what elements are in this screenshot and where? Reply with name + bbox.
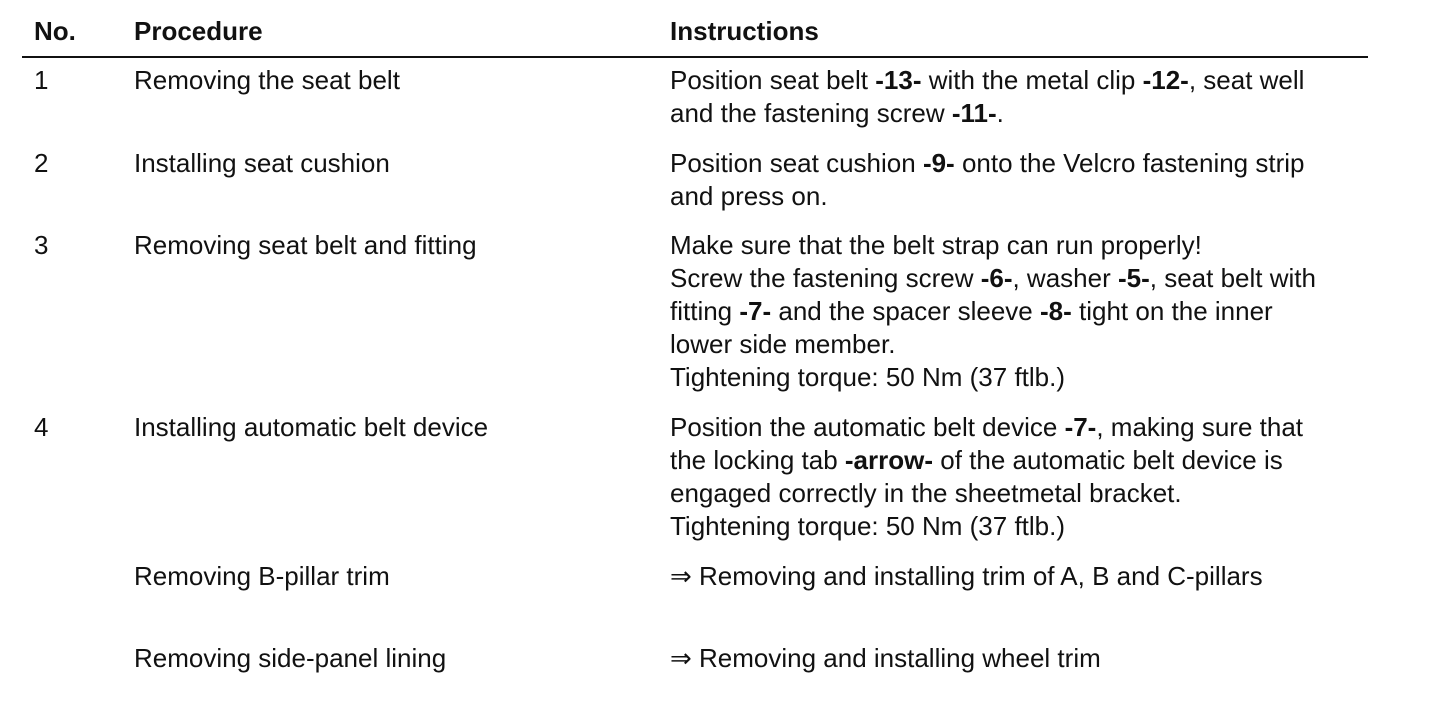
row-number: 4 <box>34 412 49 442</box>
table-header <box>0 16 1440 50</box>
instruction-line <box>670 361 1370 394</box>
instruction-line <box>670 295 1370 328</box>
instruction-text: , washer <box>1012 263 1118 293</box>
instruction-line <box>670 328 1370 361</box>
part-reference: -5- <box>1117 263 1150 293</box>
instruction-line <box>670 229 1370 262</box>
instruction-text: and press on. <box>670 181 828 211</box>
instruction-text: engaged correctly in the sheetmetal bracket. <box>670 478 1182 508</box>
instruction-text: , seat belt with <box>1149 263 1316 293</box>
instruction-text: the locking tab <box>670 445 845 475</box>
header-instructions: Instructions <box>670 16 819 46</box>
row-instructions <box>670 642 1370 675</box>
header-rule <box>22 56 1368 58</box>
row-number: 2 <box>34 148 49 178</box>
row-procedure: Removing the seat belt <box>134 65 400 95</box>
row-number: 1 <box>34 65 49 95</box>
instruction-text: with the metal clip <box>921 65 1143 95</box>
instruction-text: Position seat cushion <box>670 148 923 178</box>
row-procedure: Removing side-panel lining <box>134 643 447 673</box>
instruction-text: lower side member. <box>670 329 896 359</box>
part-reference: -9- <box>922 148 955 178</box>
part-reference: -8- <box>1040 296 1072 326</box>
instruction-text: Position the automatic belt device <box>670 412 1065 442</box>
instruction-line <box>670 97 1370 130</box>
instruction-line <box>670 444 1370 477</box>
row-instructions <box>670 411 1370 543</box>
instruction-line <box>670 64 1370 97</box>
instruction-text: of the automatic belt device is <box>933 445 1283 475</box>
row-instructions <box>670 147 1370 213</box>
instruction-text: and the fastening screw <box>670 98 952 128</box>
part-reference: -11- <box>951 98 997 128</box>
instruction-text: Make sure that the belt strap can run properly! <box>670 230 1202 260</box>
row-procedure: Removing B-pillar trim <box>134 561 390 591</box>
header-no: No. <box>34 16 76 46</box>
instruction-line <box>670 147 1370 180</box>
instruction-text: , making sure that <box>1096 412 1303 442</box>
instruction-line <box>670 411 1370 444</box>
instruction-text: Screw the fastening screw <box>670 263 981 293</box>
instruction-text: Tightening torque: 50 Nm (37 ftlb.) <box>670 511 1066 541</box>
instruction-text: and the spacer sleeve <box>771 296 1040 326</box>
row-instructions <box>670 229 1370 394</box>
row-procedure: Installing seat cushion <box>134 148 390 178</box>
header-procedure: Procedure <box>134 16 263 46</box>
instruction-text: , seat well <box>1188 65 1305 95</box>
row-procedure: Removing seat belt and fitting <box>134 230 477 260</box>
instruction-text: . <box>996 98 1004 128</box>
instruction-text: onto the Velcro fastening strip <box>954 148 1305 178</box>
instruction-text: Position seat belt <box>670 65 876 95</box>
row-procedure: Installing automatic belt device <box>134 412 489 442</box>
instruction-text: fitting <box>670 296 740 326</box>
instruction-line <box>670 180 1370 213</box>
instruction-text: tight on the inner <box>1071 296 1273 326</box>
part-reference: -6- <box>980 263 1013 293</box>
instruction-line <box>670 510 1370 543</box>
instruction-text: ⇒ Removing and installing wheel trim <box>670 643 1101 673</box>
instruction-line <box>670 477 1370 510</box>
row-instructions <box>670 64 1370 130</box>
part-reference: -13- <box>875 65 922 95</box>
instruction-text: Tightening torque: 50 Nm (37 ftlb.) <box>670 362 1066 392</box>
part-reference: -7- <box>739 296 772 326</box>
instruction-text: ⇒ Removing and installing trim of A, B and C-pillars <box>670 561 1263 591</box>
instruction-line <box>670 642 1370 675</box>
part-reference: -12- <box>1142 65 1189 95</box>
part-reference: -arrow- <box>844 445 934 475</box>
instruction-line <box>670 560 1370 593</box>
part-reference: -7- <box>1064 412 1097 442</box>
instruction-line <box>670 262 1370 295</box>
row-number: 3 <box>34 230 49 260</box>
row-instructions <box>670 560 1370 593</box>
